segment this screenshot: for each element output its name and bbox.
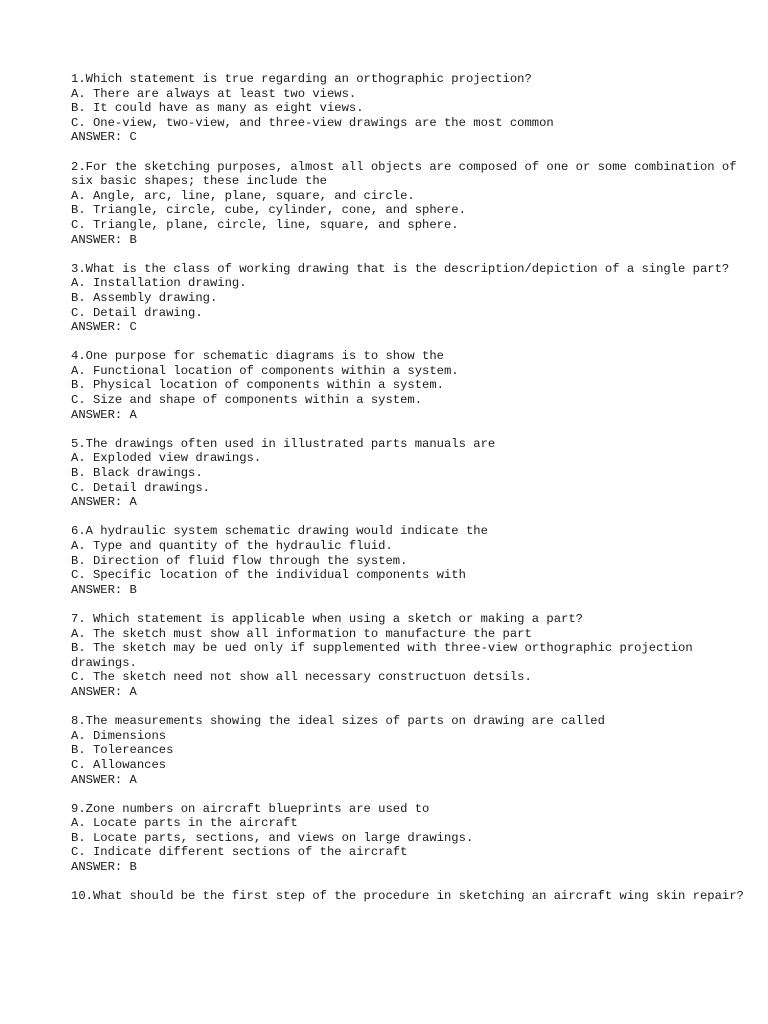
option-b: B. Tolereances bbox=[71, 743, 174, 758]
question-4 bbox=[71, 349, 751, 422]
question-prompt: 4.One purpose for schematic diagrams is to show the bbox=[71, 349, 444, 364]
option-a: A. The sketch must show all information to manufacture the part bbox=[71, 626, 532, 641]
answer-line: ANSWER: C bbox=[71, 130, 137, 145]
option-c: C. Size and shape of components within a system. bbox=[71, 393, 423, 408]
option-c: C. Triangle, plane, circle, line, square, and sphere. bbox=[71, 217, 459, 232]
option-b: B. Locate parts, sections, and views on large drawings. bbox=[71, 830, 474, 845]
option-b: B. Direction of fluid flow through the system. bbox=[71, 553, 408, 568]
option-a: A. Exploded view drawings. bbox=[71, 451, 262, 466]
question-6 bbox=[71, 524, 751, 597]
question-prompt: 9.Zone numbers on aircraft blueprints are used to bbox=[71, 801, 430, 816]
option-b: B. The sketch may be ued only if supplemented with three-view orthographic projection drawings. bbox=[71, 641, 700, 670]
question-prompt: 8.The measurements showing the ideal sizes of parts on drawing are called bbox=[71, 714, 605, 729]
answer-line: ANSWER: B bbox=[71, 582, 137, 597]
option-a: A. Dimensions bbox=[71, 728, 167, 743]
question-8 bbox=[71, 714, 751, 787]
answer-line: ANSWER: A bbox=[71, 495, 137, 510]
option-b: B. Assembly drawing. bbox=[71, 290, 218, 305]
option-a: A. Locate parts in the aircraft bbox=[71, 816, 298, 831]
option-c: C. Allowances bbox=[71, 757, 167, 772]
answer-line: ANSWER: A bbox=[71, 772, 137, 787]
option-b: B. Physical location of components within a system. bbox=[71, 378, 444, 393]
option-c: C. One-view, two-view, and three-view drawings are the most common bbox=[71, 115, 554, 130]
option-a: A. Installation drawing. bbox=[71, 276, 247, 291]
answer-line: ANSWER: B bbox=[71, 232, 137, 247]
question-1 bbox=[71, 72, 751, 145]
document-page bbox=[71, 72, 751, 918]
question-10 bbox=[71, 889, 751, 904]
question-2 bbox=[71, 160, 751, 248]
option-c: C. Specific location of the individual components with bbox=[71, 568, 466, 583]
option-a: A. Angle, arc, line, plane, square, and circle. bbox=[71, 188, 415, 203]
question-9 bbox=[71, 802, 751, 875]
question-prompt: 1.Which statement is true regarding an orthographic projection? bbox=[71, 72, 532, 86]
option-a: A. Functional location of components within a system. bbox=[71, 363, 459, 378]
question-7 bbox=[71, 612, 751, 700]
option-b: B. It could have as many as eight views. bbox=[71, 101, 364, 116]
option-a: A. There are always at least two views. bbox=[71, 86, 357, 101]
answer-line: ANSWER: A bbox=[71, 407, 137, 422]
answer-line: ANSWER: B bbox=[71, 860, 137, 875]
option-c: C. Indicate different sections of the aircraft bbox=[71, 845, 408, 860]
question-prompt: 7. Which statement is applicable when using a sketch or making a part? bbox=[71, 611, 583, 626]
option-c: C. Detail drawings. bbox=[71, 480, 210, 495]
question-5 bbox=[71, 437, 751, 510]
question-prompt: 3.What is the class of working drawing that is the description/depiction of a single part? bbox=[71, 261, 730, 276]
question-prompt: 5.The drawings often used in illustrated parts manuals are bbox=[71, 436, 496, 451]
question-3 bbox=[71, 262, 751, 335]
question-prompt: 6.A hydraulic system schematic drawing would indicate the bbox=[71, 524, 488, 539]
question-prompt: 2.For the sketching purposes, almost all objects are composed of one or some combination of six basic shapes; these include the bbox=[71, 159, 744, 189]
option-c: C. The sketch need not show all necessary constructuon detsils. bbox=[71, 670, 532, 685]
answer-line: ANSWER: C bbox=[71, 320, 137, 335]
option-b: B. Triangle, circle, cube, cylinder, cone, and sphere. bbox=[71, 203, 466, 218]
option-c: C. Detail drawing. bbox=[71, 305, 203, 320]
option-b: B. Black drawings. bbox=[71, 466, 203, 481]
answer-line: ANSWER: A bbox=[71, 684, 137, 699]
option-a: A. Type and quantity of the hydraulic fluid. bbox=[71, 539, 393, 553]
question-prompt: 10.What should be the first step of the procedure in sketching an aircraft wing skin repair? bbox=[71, 889, 744, 904]
